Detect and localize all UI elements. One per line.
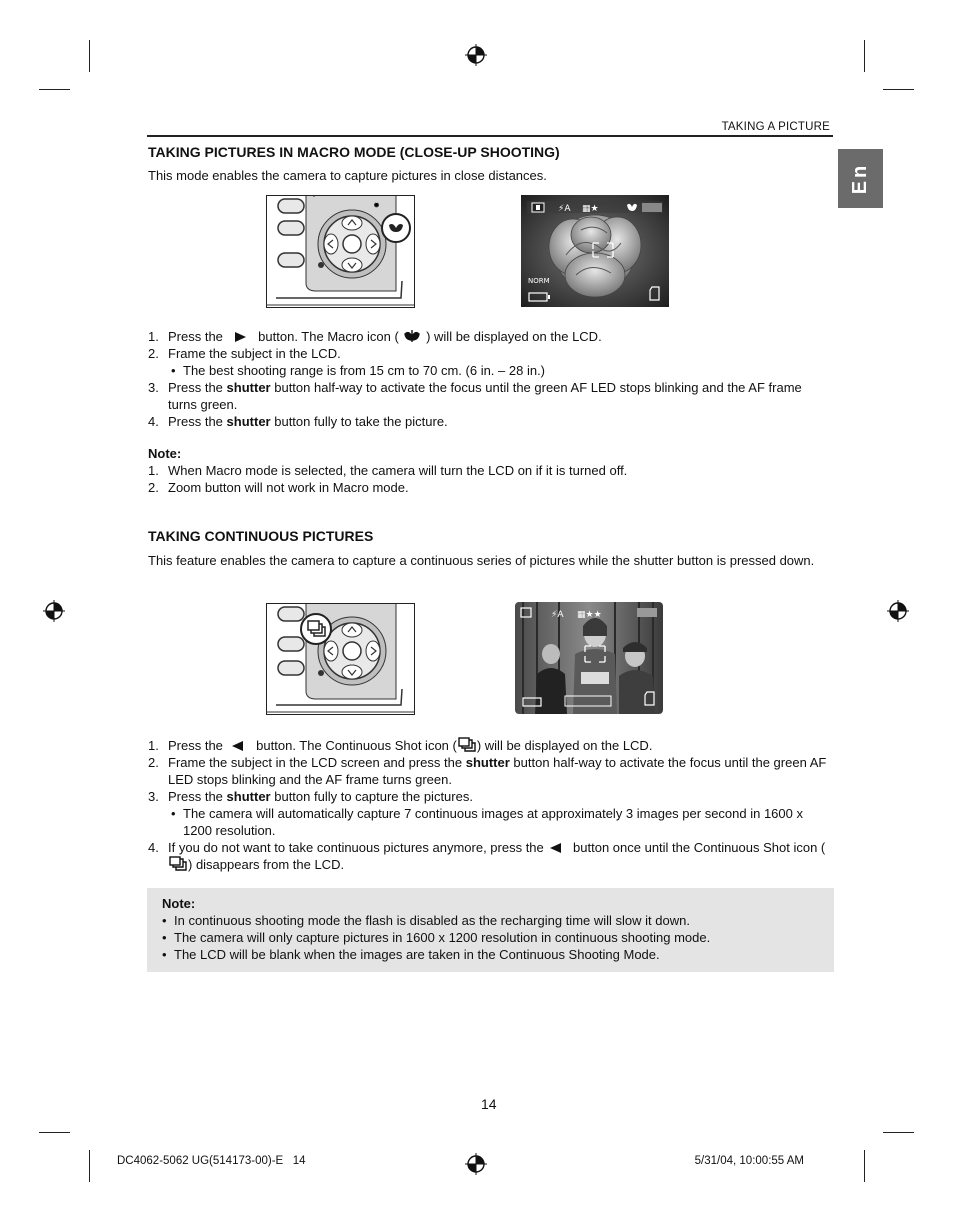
macro-intro: This mode enables the camera to capture pictures in close distances.: [148, 168, 547, 183]
macro-flower-icon: [402, 329, 422, 343]
crop-mark: [89, 1150, 90, 1182]
svg-text:▦★★: ▦★★: [577, 610, 602, 620]
footer-timestamp: 5/31/04, 10:00:55 AM: [694, 1155, 804, 1167]
running-head: TAKING A PICTURE: [721, 121, 830, 133]
registration-mark-icon: [887, 600, 909, 622]
continuous-note-2: • The camera will only capture pictures in 1600 x 1200 resolution in continuous shooting mode.: [162, 929, 834, 946]
camera-buttons-continuous-illustration: [266, 603, 416, 716]
macro-notes: [148, 462, 834, 496]
registration-mark-icon: [43, 600, 65, 622]
svg-text:▦★: ▦★: [582, 204, 599, 214]
crop-mark: [864, 1150, 865, 1182]
continuous-steps: [148, 737, 834, 873]
crop-mark: [883, 89, 914, 90]
macro-step-2-detail: • The best shooting range is from 15 cm to 70 cm. (6 in. – 28 in.): [168, 362, 834, 379]
macro-step-3: 3. Press the shutter button half-way to activate the focus until the green AF LED stops blinking and the AF frame turns green.: [148, 380, 802, 412]
continuous-step-4: 4. If you do not want to take continuous pictures anymore, press the button once until the Continuous Shot icon () disappears from the LCD.: [148, 840, 826, 872]
continuous-note-3: • The LCD will be blank when the images are taken in the Continuous Shooting Mode.: [162, 946, 834, 963]
crop-mark: [89, 40, 90, 72]
macro-note-2: 2. Zoom button will not work in Macro mode.: [148, 480, 409, 495]
registration-mark-icon: [465, 44, 487, 66]
macro-steps: [148, 328, 834, 430]
continuous-step-3: 3. Press the shutter button fully to capture the pictures. • The camera will automatically capture 7 continuous images at approximately 3 images per second in 1600 x 1200 resolution.: [148, 788, 834, 839]
camera-buttons-macro-illustration: [266, 195, 416, 309]
macro-step-1: 1. Press the button. The Macro icon ( ) will be displayed on the LCD.: [148, 329, 602, 344]
macro-step-4: 4. Press the shutter button fully to take the picture.: [148, 414, 448, 429]
lcd-continuous-people-photo: [515, 602, 663, 714]
crop-mark: [39, 1132, 70, 1133]
continuous-shot-icon: [168, 856, 188, 871]
continuous-step-2: 2. Frame the subject in the LCD screen and press the shutter button half-way to activate the focus until the green AF LED stops blinking and the AF frame turns green.: [148, 755, 827, 787]
continuous-note-box: [147, 888, 834, 972]
right-arrow-icon: [227, 331, 255, 343]
continuous-note-1: • In continuous shooting mode the flash is disabled as the recharging time will slow it down.: [162, 912, 834, 929]
continuous-step-1: 1. Press the button. The Continuous Shot icon ( ) will be displayed on the LCD.: [148, 738, 653, 753]
page-number: 14: [481, 1096, 497, 1112]
left-arrow-icon: [547, 842, 569, 854]
svg-text:⚡A: ⚡A: [551, 610, 564, 620]
macro-section-title: TAKING PICTURES IN MACRO MODE (CLOSE-UP SHOOTING): [148, 144, 560, 160]
continuous-intro: This feature enables the camera to capture a continuous series of pictures while the shutter button is pressed down.: [148, 553, 815, 568]
registration-mark-icon: [465, 1153, 487, 1175]
crop-mark: [39, 89, 70, 90]
lcd-macro-flower-photo: [521, 195, 669, 307]
continuous-shot-icon: [457, 737, 477, 752]
crop-mark: [883, 1132, 914, 1133]
continuous-step-3-detail: • The camera will automatically capture 7 continuous images at approximately 3 images per second in 1600 x 1200 resolution.: [168, 805, 834, 839]
crop-mark: [864, 40, 865, 72]
left-arrow-icon: [227, 740, 253, 752]
lcd-quality-label: NORM: [528, 277, 550, 285]
header-rule: [147, 135, 833, 137]
svg-text:⚡A: ⚡A: [558, 204, 571, 214]
continuous-note-label: Note:: [162, 896, 196, 911]
macro-step-2: 2. Frame the subject in the LCD. • The best shooting range is from 15 cm to 70 cm. (6 in. – 28 in.): [148, 345, 834, 379]
footer-file-info: DC4062-5062 UG(514173-00)-E 14: [117, 1155, 306, 1167]
language-tab: En: [838, 149, 883, 208]
macro-note-1: 1. When Macro mode is selected, the camera will turn the LCD on if it is turned off.: [148, 463, 628, 478]
continuous-section-title: TAKING CONTINUOUS PICTURES: [148, 528, 374, 544]
macro-note-label: Note:: [148, 446, 182, 461]
